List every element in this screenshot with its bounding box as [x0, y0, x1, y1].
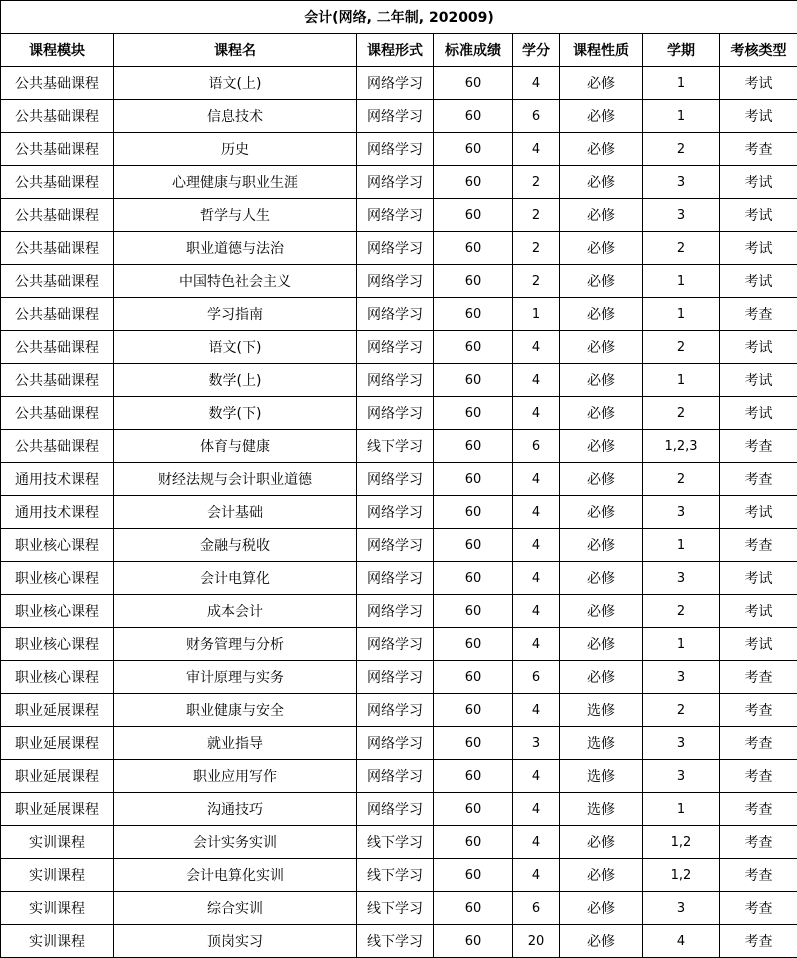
cell-standard-score: 60: [434, 925, 513, 958]
cell-course-form: 网络学习: [357, 595, 434, 628]
cell-standard-score: 60: [434, 364, 513, 397]
cell-credits: 2: [513, 166, 560, 199]
cell-assessment-type: 考试: [720, 562, 797, 595]
cell-semester: 1: [643, 364, 720, 397]
table-row: [1, 199, 797, 232]
cell-module: 职业延展课程: [1, 793, 114, 826]
cell-course-name: 职业健康与安全: [114, 694, 357, 727]
cell-assessment-type: 考查: [720, 760, 797, 793]
cell-course-name: 会计电算化: [114, 562, 357, 595]
cell-module: 职业核心课程: [1, 661, 114, 694]
table-row: [1, 562, 797, 595]
cell-credits: 4: [513, 562, 560, 595]
cell-module: 公共基础课程: [1, 364, 114, 397]
cell-standard-score: 60: [434, 694, 513, 727]
cell-module: 公共基础课程: [1, 265, 114, 298]
cell-assessment-type: 考查: [720, 793, 797, 826]
cell-course-form: 线下学习: [357, 826, 434, 859]
cell-course-nature: 必修: [560, 430, 643, 463]
cell-course-nature: 必修: [560, 661, 643, 694]
cell-semester: 2: [643, 232, 720, 265]
cell-assessment-type: 考查: [720, 298, 797, 331]
cell-course-nature: 必修: [560, 265, 643, 298]
table-row: [1, 661, 797, 694]
cell-course-nature: 必修: [560, 298, 643, 331]
cell-standard-score: 60: [434, 628, 513, 661]
cell-course-name: 就业指导: [114, 727, 357, 760]
cell-assessment-type: 考试: [720, 331, 797, 364]
cell-standard-score: 60: [434, 430, 513, 463]
cell-module: 职业核心课程: [1, 529, 114, 562]
cell-credits: 4: [513, 529, 560, 562]
cell-course-form: 网络学习: [357, 265, 434, 298]
cell-semester: 3: [643, 166, 720, 199]
cell-course-name: 综合实训: [114, 892, 357, 925]
cell-module: 公共基础课程: [1, 232, 114, 265]
cell-course-nature: 选修: [560, 760, 643, 793]
header-course-form: 课程形式: [357, 34, 434, 67]
cell-module: 公共基础课程: [1, 430, 114, 463]
header-semester: 学期: [643, 34, 720, 67]
table-row: [1, 496, 797, 529]
cell-course-nature: 必修: [560, 892, 643, 925]
cell-course-nature: 必修: [560, 826, 643, 859]
cell-semester: 3: [643, 760, 720, 793]
cell-standard-score: 60: [434, 463, 513, 496]
cell-credits: 2: [513, 199, 560, 232]
cell-course-form: 线下学习: [357, 430, 434, 463]
cell-standard-score: 60: [434, 166, 513, 199]
cell-assessment-type: 考试: [720, 397, 797, 430]
cell-assessment-type: 考查: [720, 463, 797, 496]
cell-course-name: 历史: [114, 133, 357, 166]
cell-course-nature: 必修: [560, 529, 643, 562]
cell-module: 实训课程: [1, 826, 114, 859]
table-row: [1, 166, 797, 199]
cell-module: 通用技术课程: [1, 463, 114, 496]
cell-assessment-type: 考查: [720, 859, 797, 892]
cell-course-name: 财务管理与分析: [114, 628, 357, 661]
cell-credits: 2: [513, 265, 560, 298]
table-row: [1, 892, 797, 925]
table-row: [1, 364, 797, 397]
header-credits: 学分: [513, 34, 560, 67]
cell-credits: 4: [513, 397, 560, 430]
cell-course-name: 财经法规与会计职业道德: [114, 463, 357, 496]
cell-credits: 4: [513, 364, 560, 397]
table-row: [1, 529, 797, 562]
cell-course-nature: 必修: [560, 562, 643, 595]
cell-module: 职业核心课程: [1, 562, 114, 595]
cell-course-nature: 必修: [560, 496, 643, 529]
table-row: [1, 727, 797, 760]
header-course-nature: 课程性质: [560, 34, 643, 67]
table-row: [1, 133, 797, 166]
cell-assessment-type: 考查: [720, 661, 797, 694]
cell-course-form: 网络学习: [357, 100, 434, 133]
cell-assessment-type: 考试: [720, 595, 797, 628]
cell-standard-score: 60: [434, 298, 513, 331]
cell-course-nature: 必修: [560, 463, 643, 496]
cell-standard-score: 60: [434, 496, 513, 529]
table-row: [1, 397, 797, 430]
table-row: [1, 760, 797, 793]
cell-course-nature: 选修: [560, 694, 643, 727]
cell-course-form: 线下学习: [357, 925, 434, 958]
cell-course-form: 网络学习: [357, 67, 434, 100]
cell-course-form: 网络学习: [357, 562, 434, 595]
table-row: [1, 628, 797, 661]
header-standard-score: 标准成绩: [434, 34, 513, 67]
cell-course-name: 顶岗实习: [114, 925, 357, 958]
cell-course-form: 网络学习: [357, 529, 434, 562]
cell-course-nature: 必修: [560, 859, 643, 892]
cell-semester: 4: [643, 925, 720, 958]
cell-standard-score: 60: [434, 760, 513, 793]
table-row: [1, 694, 797, 727]
cell-course-name: 学习指南: [114, 298, 357, 331]
cell-assessment-type: 考查: [720, 826, 797, 859]
cell-course-name: 体育与健康: [114, 430, 357, 463]
cell-course-nature: 必修: [560, 232, 643, 265]
cell-semester: 1: [643, 529, 720, 562]
cell-semester: 2: [643, 595, 720, 628]
cell-semester: 1,2,3: [643, 430, 720, 463]
cell-semester: 1: [643, 628, 720, 661]
cell-assessment-type: 考试: [720, 166, 797, 199]
cell-assessment-type: 考查: [720, 727, 797, 760]
cell-semester: 1: [643, 67, 720, 100]
cell-course-nature: 必修: [560, 595, 643, 628]
cell-course-nature: 必修: [560, 166, 643, 199]
cell-course-name: 数学(下): [114, 397, 357, 430]
cell-credits: 3: [513, 727, 560, 760]
cell-semester: 2: [643, 397, 720, 430]
cell-course-form: 网络学习: [357, 133, 434, 166]
cell-credits: 6: [513, 661, 560, 694]
cell-assessment-type: 考查: [720, 133, 797, 166]
cell-standard-score: 60: [434, 661, 513, 694]
cell-course-name: 语文(下): [114, 331, 357, 364]
cell-course-form: 网络学习: [357, 166, 434, 199]
cell-standard-score: 60: [434, 265, 513, 298]
cell-semester: 1: [643, 100, 720, 133]
cell-course-name: 语文(上): [114, 67, 357, 100]
cell-standard-score: 60: [434, 859, 513, 892]
cell-semester: 2: [643, 133, 720, 166]
cell-credits: 4: [513, 133, 560, 166]
cell-credits: 4: [513, 859, 560, 892]
cell-credits: 6: [513, 892, 560, 925]
cell-semester: 1,2: [643, 826, 720, 859]
cell-module: 职业核心课程: [1, 628, 114, 661]
cell-course-form: 网络学习: [357, 397, 434, 430]
cell-module: 通用技术课程: [1, 496, 114, 529]
cell-course-form: 网络学习: [357, 298, 434, 331]
cell-module: 职业延展课程: [1, 694, 114, 727]
cell-course-form: 网络学习: [357, 331, 434, 364]
cell-course-nature: 必修: [560, 331, 643, 364]
cell-standard-score: 60: [434, 232, 513, 265]
cell-module: 公共基础课程: [1, 67, 114, 100]
cell-credits: 6: [513, 100, 560, 133]
cell-standard-score: 60: [434, 892, 513, 925]
cell-credits: 4: [513, 67, 560, 100]
cell-semester: 3: [643, 661, 720, 694]
cell-module: 公共基础课程: [1, 133, 114, 166]
cell-credits: 4: [513, 694, 560, 727]
cell-credits: 4: [513, 628, 560, 661]
table-row: [1, 331, 797, 364]
cell-module: 实训课程: [1, 925, 114, 958]
cell-assessment-type: 考查: [720, 925, 797, 958]
cell-module: 公共基础课程: [1, 397, 114, 430]
cell-course-form: 网络学习: [357, 463, 434, 496]
cell-module: 公共基础课程: [1, 298, 114, 331]
cell-course-nature: 必修: [560, 397, 643, 430]
cell-semester: 3: [643, 562, 720, 595]
cell-course-form: 网络学习: [357, 661, 434, 694]
cell-course-nature: 必修: [560, 925, 643, 958]
cell-course-form: 网络学习: [357, 793, 434, 826]
cell-course-form: 网络学习: [357, 760, 434, 793]
table-row: [1, 232, 797, 265]
cell-semester: 2: [643, 463, 720, 496]
cell-standard-score: 60: [434, 595, 513, 628]
cell-course-name: 心理健康与职业生涯: [114, 166, 357, 199]
cell-course-name: 会计电算化实训: [114, 859, 357, 892]
cell-assessment-type: 考试: [720, 67, 797, 100]
cell-course-name: 审计原理与实务: [114, 661, 357, 694]
cell-course-form: 线下学习: [357, 859, 434, 892]
cell-course-name: 哲学与人生: [114, 199, 357, 232]
cell-module: 公共基础课程: [1, 166, 114, 199]
cell-credits: 4: [513, 826, 560, 859]
cell-assessment-type: 考试: [720, 496, 797, 529]
cell-credits: 4: [513, 331, 560, 364]
cell-course-nature: 必修: [560, 100, 643, 133]
cell-module: 公共基础课程: [1, 100, 114, 133]
cell-module: 实训课程: [1, 859, 114, 892]
cell-standard-score: 60: [434, 133, 513, 166]
table-row: [1, 67, 797, 100]
table-title: 会计(网络, 二年制, 202009): [1, 1, 797, 34]
cell-course-form: 网络学习: [357, 199, 434, 232]
cell-course-form: 线下学习: [357, 892, 434, 925]
cell-assessment-type: 考试: [720, 232, 797, 265]
cell-course-name: 沟通技巧: [114, 793, 357, 826]
cell-module: 公共基础课程: [1, 199, 114, 232]
cell-course-nature: 必修: [560, 133, 643, 166]
cell-assessment-type: 考试: [720, 628, 797, 661]
cell-assessment-type: 考试: [720, 265, 797, 298]
cell-standard-score: 60: [434, 562, 513, 595]
cell-course-nature: 必修: [560, 628, 643, 661]
cell-standard-score: 60: [434, 331, 513, 364]
cell-course-form: 网络学习: [357, 628, 434, 661]
cell-semester: 3: [643, 892, 720, 925]
table-body: [1, 67, 797, 958]
cell-course-name: 金融与税收: [114, 529, 357, 562]
cell-course-name: 信息技术: [114, 100, 357, 133]
cell-credits: 4: [513, 595, 560, 628]
cell-standard-score: 60: [434, 826, 513, 859]
header-course-name: 课程名: [114, 34, 357, 67]
cell-course-name: 数学(上): [114, 364, 357, 397]
cell-course-form: 网络学习: [357, 496, 434, 529]
cell-course-form: 网络学习: [357, 232, 434, 265]
cell-assessment-type: 考查: [720, 694, 797, 727]
cell-course-nature: 选修: [560, 793, 643, 826]
cell-standard-score: 60: [434, 727, 513, 760]
cell-course-form: 网络学习: [357, 727, 434, 760]
cell-standard-score: 60: [434, 793, 513, 826]
cell-assessment-type: 考查: [720, 430, 797, 463]
cell-module: 职业延展课程: [1, 727, 114, 760]
cell-module: 实训课程: [1, 892, 114, 925]
cell-credits: 4: [513, 463, 560, 496]
cell-course-name: 中国特色社会主义: [114, 265, 357, 298]
cell-semester: 1: [643, 265, 720, 298]
cell-course-name: 会计基础: [114, 496, 357, 529]
cell-assessment-type: 考查: [720, 892, 797, 925]
cell-standard-score: 60: [434, 397, 513, 430]
cell-credits: 20: [513, 925, 560, 958]
header-module: 课程模块: [1, 34, 114, 67]
cell-course-name: 职业道德与法治: [114, 232, 357, 265]
cell-course-nature: 必修: [560, 67, 643, 100]
cell-credits: 4: [513, 793, 560, 826]
cell-course-name: 会计实务实训: [114, 826, 357, 859]
cell-assessment-type: 考试: [720, 199, 797, 232]
title-row: [1, 1, 797, 34]
table-row: [1, 100, 797, 133]
cell-credits: 6: [513, 430, 560, 463]
cell-standard-score: 60: [434, 67, 513, 100]
cell-semester: 2: [643, 331, 720, 364]
cell-standard-score: 60: [434, 199, 513, 232]
cell-standard-score: 60: [434, 529, 513, 562]
table-row: [1, 859, 797, 892]
cell-assessment-type: 考试: [720, 364, 797, 397]
cell-semester: 1,2: [643, 859, 720, 892]
table-row: [1, 265, 797, 298]
header-assessment-type: 考核类型: [720, 34, 797, 67]
cell-semester: 3: [643, 727, 720, 760]
cell-standard-score: 60: [434, 100, 513, 133]
cell-course-form: 网络学习: [357, 694, 434, 727]
cell-assessment-type: 考试: [720, 100, 797, 133]
cell-course-name: 职业应用写作: [114, 760, 357, 793]
cell-course-form: 网络学习: [357, 364, 434, 397]
cell-assessment-type: 考查: [720, 529, 797, 562]
cell-credits: 4: [513, 760, 560, 793]
table-row: [1, 298, 797, 331]
cell-semester: 3: [643, 199, 720, 232]
cell-module: 公共基础课程: [1, 331, 114, 364]
table-row: [1, 595, 797, 628]
table-row: [1, 925, 797, 958]
cell-course-nature: 必修: [560, 199, 643, 232]
table-row: [1, 793, 797, 826]
cell-semester: 2: [643, 694, 720, 727]
table-row: [1, 826, 797, 859]
cell-course-nature: 必修: [560, 364, 643, 397]
cell-credits: 2: [513, 232, 560, 265]
cell-course-name: 成本会计: [114, 595, 357, 628]
table-row: [1, 463, 797, 496]
cell-module: 职业延展课程: [1, 760, 114, 793]
cell-semester: 1: [643, 298, 720, 331]
cell-semester: 1: [643, 793, 720, 826]
cell-credits: 4: [513, 496, 560, 529]
table-row: [1, 430, 797, 463]
cell-credits: 1: [513, 298, 560, 331]
cell-semester: 3: [643, 496, 720, 529]
cell-course-nature: 选修: [560, 727, 643, 760]
header-row: [1, 34, 797, 67]
cell-module: 职业核心课程: [1, 595, 114, 628]
